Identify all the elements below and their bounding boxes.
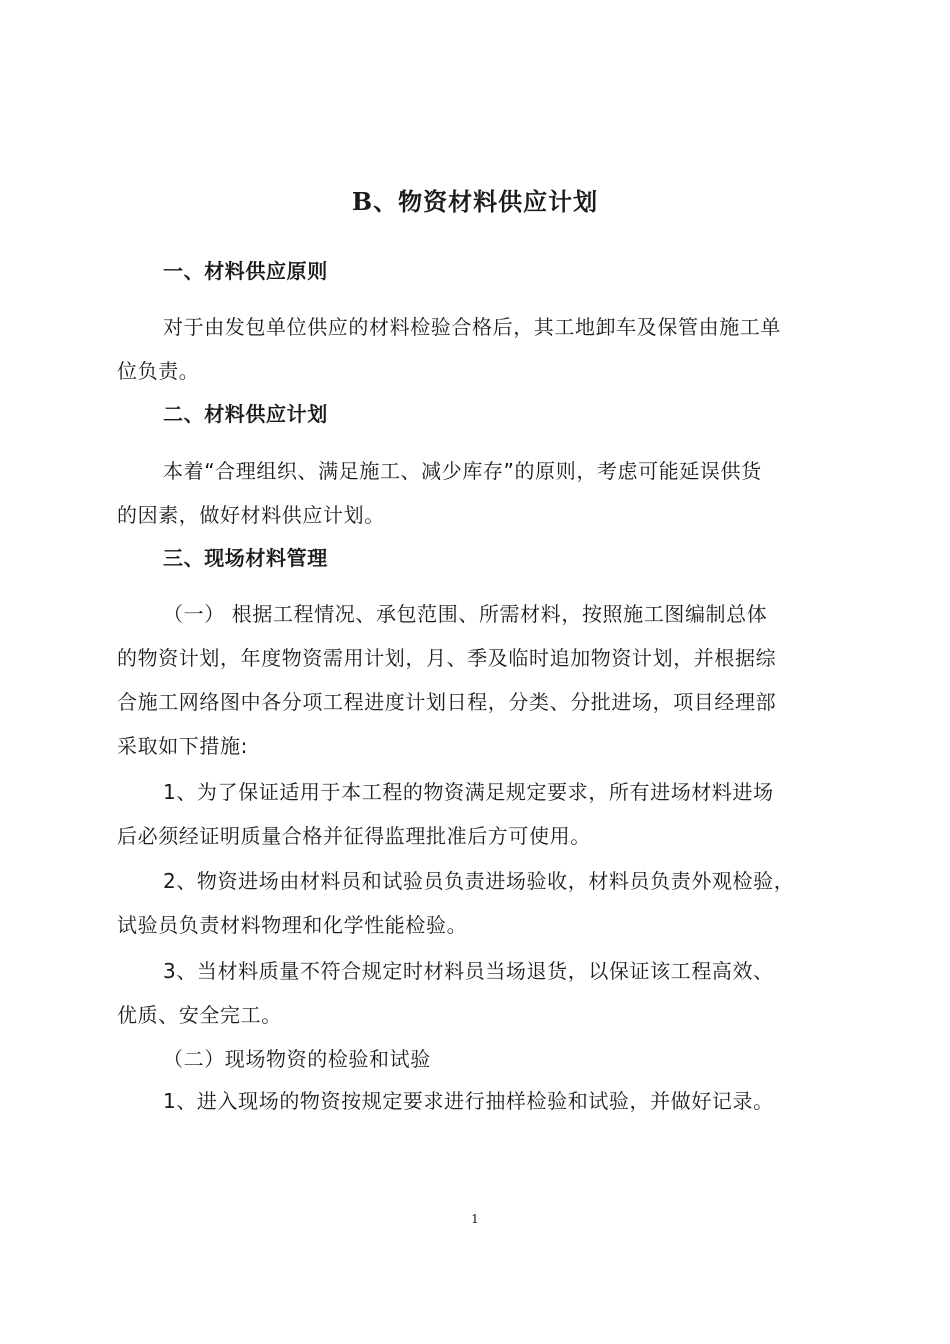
item1-line1: 1、为了保证适用于本工程的物资满足规定要求，所有进场材料进场 [163,780,774,804]
item1-line2: 后必须经证明质量合格并征得监理批准后方可使用。 [117,824,591,848]
section2-paragraph-line1: 本着“合理组织、满足施工、减少库存”的原则，考虑可能延误供货 [163,459,762,483]
section1-heading: 一、材料供应原则 [163,259,328,283]
section2-heading: 二、材料供应计划 [163,402,328,426]
subsection1-line2: 的物资计划，年度物资需用计划，月、季及临时追加物资计划，并根据综 [117,646,777,670]
subsection1-line3: 合施工网络图中各分项工程进度计划日程，分类、分批进场，项目经理部 [117,690,777,714]
subsection1-line4: 采取如下措施: [117,734,248,758]
subsection2-heading: （二）现场物资的检验和试验 [163,1047,431,1071]
subsection2-item1: 1、进入现场的物资按规定要求进行抽样检验和试验，并做好记录。 [163,1089,774,1113]
page-number: 1 [471,1212,479,1226]
document-title: B、物资材料供应计划 [351,187,599,216]
subsection1-line1: （一） 根据工程情况、承包范围、所需材料，按照施工图编制总体 [163,602,768,626]
section1-paragraph-line1: 对于由发包单位供应的材料检验合格后，其工地卸车及保管由施工单 [163,315,781,339]
item3-line1: 3、当材料质量不符合规定时材料员当场退货，以保证该工程高效、 [163,959,774,983]
section3-heading: 三、现场材料管理 [163,546,328,570]
item3-line2: 优质、安全完工。 [117,1003,282,1027]
item2-line1: 2、物资进场由材料员和试验员负责进场验收，材料员负责外观检验， [163,869,795,893]
item2-line2: 试验员负责材料物理和化学性能检验。 [117,913,468,937]
section2-paragraph-line2: 的因素，做好材料供应计划。 [117,503,385,527]
section1-paragraph-line2: 位负责。 [117,359,200,383]
